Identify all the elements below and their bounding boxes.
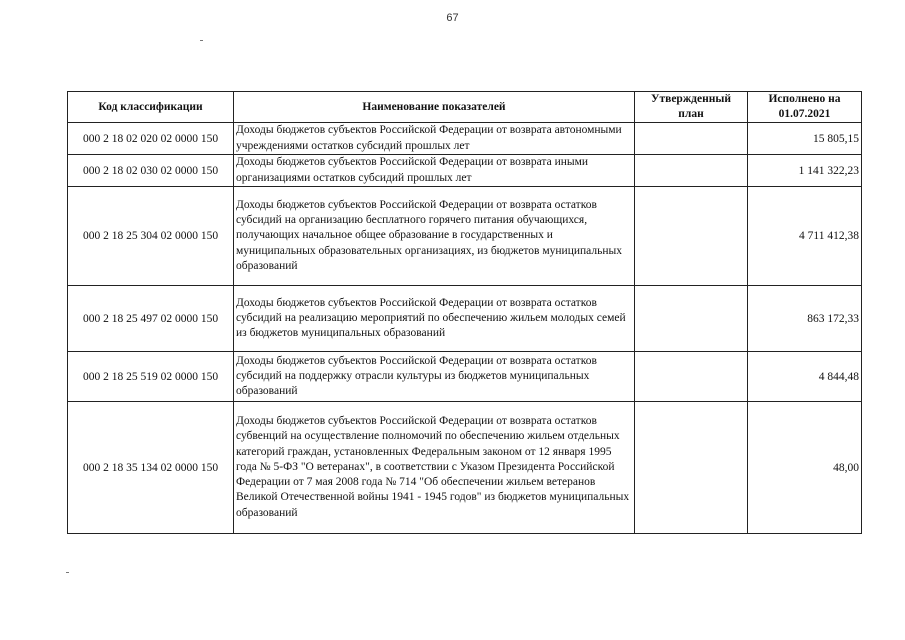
table-row [68,402,862,534]
row-executed: 1 141 322,23 [748,155,862,187]
row-executed: 4 844,48 [748,352,862,402]
row-plan [635,402,748,534]
row-plan [635,352,748,402]
row-executed: 15 805,15 [748,123,862,155]
page-number: 67 [446,12,459,24]
row-code: 000 2 18 25 519 02 0000 150 [68,352,234,402]
row-executed: 48,00 [748,402,862,534]
scan-speck [200,40,203,41]
header-plan: Утвержденный план [635,92,748,123]
budget-revenue-table [67,91,862,534]
table-row [68,155,862,187]
row-name: Доходы бюджетов субъектов Российской Федерации от возврата остатков субсидий на реализацию мероприятий по обеспечению жильем молодых семей из бюджетов муниципальных образований [234,286,635,352]
row-name: Доходы бюджетов субъектов Российской Федерации от возврата иными организациями остатков субсидий прошлых лет [234,155,635,187]
header-name: Наименование показателей [234,92,635,123]
row-code: 000 2 18 25 304 02 0000 150 [68,187,234,286]
row-plan [635,155,748,187]
row-name: Доходы бюджетов субъектов Российской Федерации от возврата остатков субсидий на поддержку отрасли культуры из бюджетов муниципальных образований [234,352,635,402]
row-code: 000 2 18 25 497 02 0000 150 [68,286,234,352]
row-plan [635,286,748,352]
row-executed: 863 172,33 [748,286,862,352]
table-row [68,187,862,286]
row-name: Доходы бюджетов субъектов Российской Федерации от возврата остатков субсидий на организацию бесплатного горячего питания обучающихся, получающих начальное общее образование в государственных и муниципальных образовательных организациях, из бюджетов муниципальных образований [234,187,635,286]
scan-speck [66,572,69,573]
row-plan [635,123,748,155]
table-row [68,352,862,402]
table-row [68,286,862,352]
row-name: Доходы бюджетов субъектов Российской Федерации от возврата автономными учреждениями остатков субсидий прошлых лет [234,123,635,155]
row-code: 000 2 18 02 030 02 0000 150 [68,155,234,187]
table-row [68,123,862,155]
table-header-row [68,92,862,123]
row-name: Доходы бюджетов субъектов Российской Федерации от возврата остатков субвенций на осуществление полномочий по обеспечению жильем отдельных категорий граждан, установленных Федеральным законом от 12 января 1995 года № 5-ФЗ "О ветеранах", в соответствии с Указом Президента Российской Федерации от 7 мая 2008 года № 714 "Об обеспечении жильем ветеранов Великой Отечественной войны 1941 - 1945 годов" из бюджетов муниципальных образований [234,402,635,534]
row-code: 000 2 18 02 020 02 0000 150 [68,123,234,155]
header-code: Код классификации [68,92,234,123]
row-executed: 4 711 412,38 [748,187,862,286]
row-code: 000 2 18 35 134 02 0000 150 [68,402,234,534]
header-executed: Исполнено на 01.07.2021 [748,92,862,123]
row-plan [635,187,748,286]
